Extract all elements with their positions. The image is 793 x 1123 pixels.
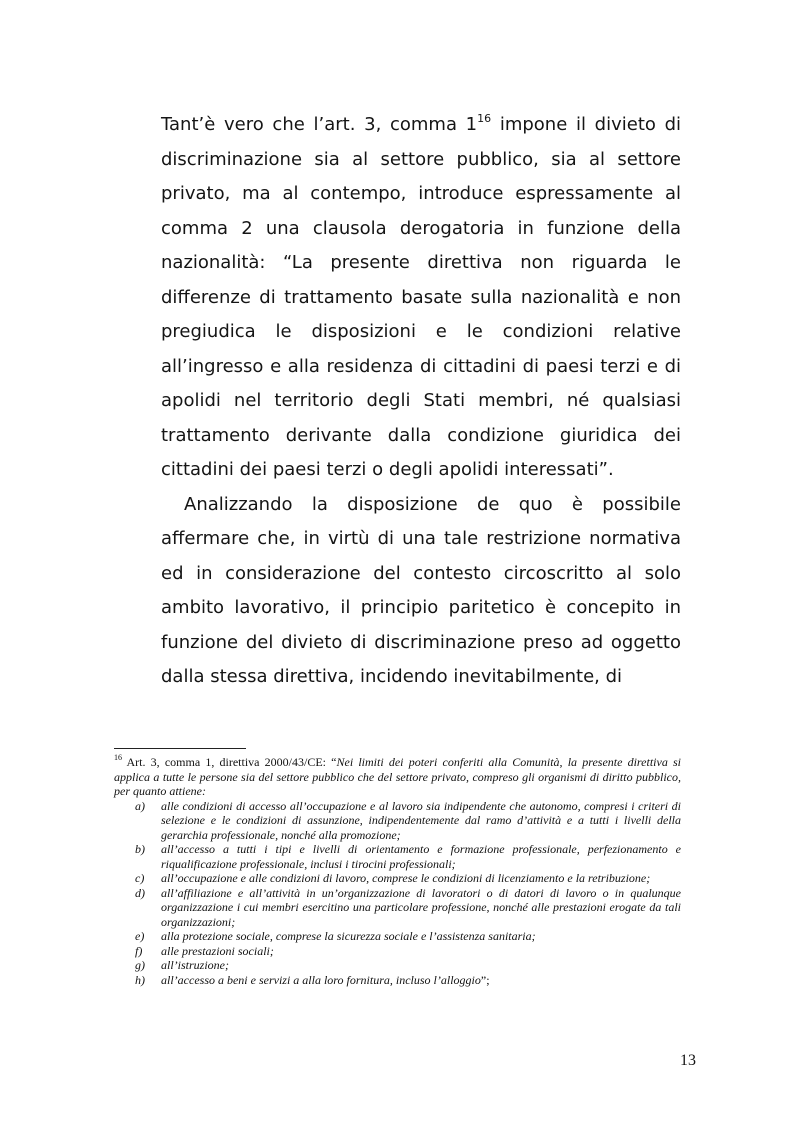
footnote-item	[114, 973, 681, 988]
footnote-separator	[114, 748, 246, 749]
paragraph-1-text-before-note: Tant’è vero che l’art. 3, comma 1	[161, 114, 478, 135]
footnote-item-letter: c)	[135, 871, 145, 885]
footnote-item-text: all’occupazione e alle condizioni di lavoro, comprese le condizioni di licenziamento e la retribuzione;	[161, 871, 651, 885]
footnote-item-letter: e)	[135, 929, 145, 943]
footnote-item	[114, 958, 681, 973]
footnote-item	[114, 799, 681, 843]
footnote-number: 16	[114, 753, 122, 762]
footnote-item-text: alle prestazioni sociali;	[161, 943, 274, 958]
body-paragraph-1	[161, 108, 681, 488]
footnote-item-text: all’affiliazione e all’attività in un’organizzazione di lavoratori o di datori di lavoro o in qualunque organizzazione i cui membri esercitino una particolare professione, nonché alle prestazioni erogate da tali organizzazioni;	[161, 885, 681, 929]
footnote-item-list	[114, 799, 681, 988]
footnote-item-text: all’accesso a tutti i tipi e livelli di orientamento e formazione professionale, perfezionamento e riqualificazione professionale, inclusi i tirocini professionali;	[161, 842, 681, 871]
footnote-item-letter: d)	[135, 885, 145, 900]
footnote-quote: Nei limiti dei poteri conferiti alla Comunità, la presente direttiva si applica a tutte le persone sia del settore pubblico che del settore privato, compreso gli organismi di diritto pubblico, per quanto attiene:	[114, 755, 681, 798]
paragraph-1-text-after-note: impone il divieto di discriminazione sia al settore pubblico, sia al settore privato, ma al contempo, introduce espressamente al comma 2 una clausola derogatoria in funzione della nazionalità: “La presente direttiva non riguarda le differenze di trattamento basate sulla nazionalità e non pregiudica le disposizioni e le condizioni relative all’ingresso e alla residenza di cittadini di paesi terzi e di apolidi nel territorio degli Stati membri, né qualsiasi trattamento derivante dalla condizione giuridica dei cittadini dei paesi terzi o degli apolidi interessati”.	[161, 114, 682, 480]
footnote-item	[114, 871, 681, 886]
footnote-item	[114, 929, 681, 944]
footnote-item	[114, 842, 681, 871]
footnote-item-letter: g)	[135, 958, 145, 972]
footnote-item-letter: b)	[135, 842, 145, 856]
footnote-item	[114, 944, 681, 959]
footnote-item-letter: h)	[135, 972, 145, 987]
footnote-citation: Art. 3, comma 1, direttiva 2000/43/CE: “	[122, 755, 337, 769]
footnote-item-text: alla protezione sociale, comprese la sicurezza sociale e l’assistenza sanitaria;	[161, 929, 536, 943]
footnote-item-text-last: all’accesso a beni e servizi a alla loro fornitura, incluso l’alloggio	[161, 972, 481, 987]
footnote-item-letter: a)	[135, 798, 145, 813]
footnote-item-text	[161, 973, 681, 988]
footnote-16	[114, 755, 681, 987]
footnote-intro	[114, 755, 681, 799]
body-paragraph-2: Analizzando la disposizione de quo è possibile affermare che, in virtù di una tale restrizione normativa ed in considerazione del contesto circoscritto al solo ambito lavorativo, il principio paritetico è concepito in funzione del divieto di discriminazione preso ad oggetto dalla stessa direttiva, incidendo inevitabilmente, di	[161, 493, 681, 687]
footnote-item-letter: f)	[135, 943, 143, 958]
footnote-item-text: all’istruzione;	[161, 958, 229, 972]
main-text	[161, 108, 681, 695]
page-number: 13	[680, 1052, 696, 1069]
footnote-item-text: alle condizioni di accesso all’occupazione e al lavoro sia indipendente che autonomo, compresi i criteri di selezione e le condizioni di assunzione, indipendentemente dal ramo d’attività e a tutti i livelli della gerarchia professionale, nonché alla promozione;	[161, 798, 681, 842]
footnote-item	[114, 886, 681, 930]
footnote-reference-16[interactable]: 16	[477, 112, 492, 125]
footnote-closing-quote: ”;	[480, 972, 490, 987]
